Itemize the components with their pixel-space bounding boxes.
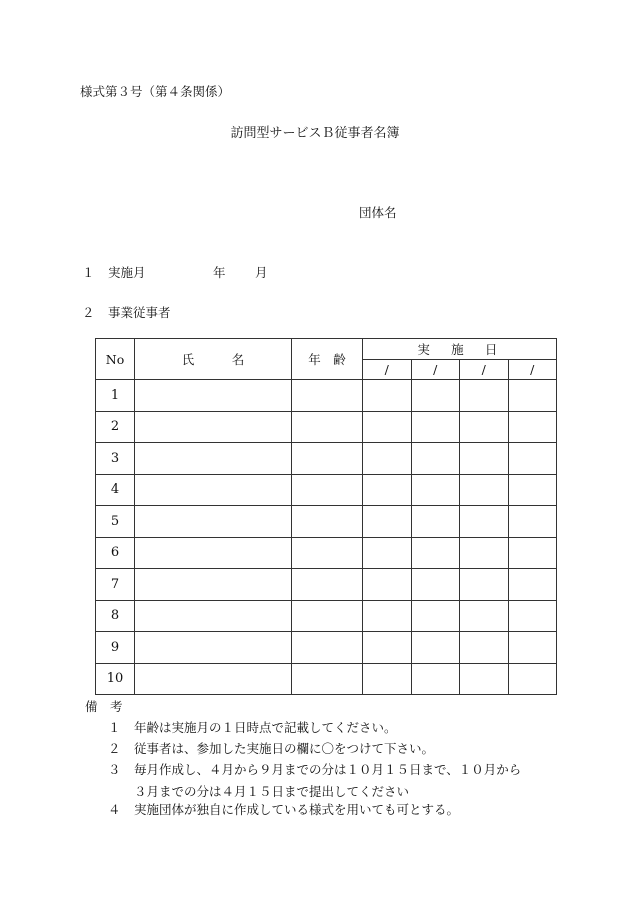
date-cell[interactable] [508,443,557,475]
date-cell[interactable] [363,443,412,475]
section-label: 事業従事者 [108,305,171,320]
note-item [108,739,434,757]
age-cell[interactable] [292,663,363,695]
row-number: 6 [96,537,135,569]
section-staff [82,303,171,321]
age-cell[interactable] [292,380,363,412]
name-cell[interactable] [135,537,292,569]
row-number: 2 [96,411,135,443]
age-cell[interactable] [292,600,363,632]
name-cell[interactable] [135,569,292,601]
section-number: １ [82,265,95,280]
date-cell[interactable] [508,663,557,695]
table-row [96,632,557,664]
date-subheader: / [411,360,460,380]
date-cell[interactable] [411,600,460,632]
section-number: ２ [82,305,95,320]
table-row [96,600,557,632]
table-row [96,569,557,601]
date-subheader: / [460,360,509,380]
age-cell[interactable] [292,506,363,538]
date-cell[interactable] [411,474,460,506]
date-cell[interactable] [460,632,509,664]
date-cell[interactable] [460,506,509,538]
date-cell[interactable] [460,600,509,632]
name-cell[interactable] [135,474,292,506]
table-row [96,474,557,506]
table-row [96,663,557,695]
name-cell[interactable] [135,632,292,664]
date-cell[interactable] [460,443,509,475]
date-subheader: / [508,360,557,380]
name-cell[interactable] [135,600,292,632]
date-cell[interactable] [411,537,460,569]
date-cell[interactable] [411,443,460,475]
name-cell[interactable] [135,663,292,695]
date-cell[interactable] [411,380,460,412]
date-cell[interactable] [363,600,412,632]
table-row [96,411,557,443]
date-cell[interactable] [460,474,509,506]
header-age: 年 齢 [292,339,363,380]
date-cell[interactable] [460,569,509,601]
year-label: 年 [213,265,226,280]
row-number: 10 [96,663,135,695]
row-number: 1 [96,380,135,412]
date-cell[interactable] [460,663,509,695]
note-item [108,800,459,818]
note-text: 毎月作成し、４月から９月までの分は１０月１５日まで、１０月から [134,762,522,777]
name-cell[interactable] [135,411,292,443]
row-number: 4 [96,474,135,506]
remarks-heading: 備 考 [85,699,123,714]
date-cell[interactable] [508,569,557,601]
date-cell[interactable] [460,380,509,412]
date-cell[interactable] [508,380,557,412]
roster-body [96,380,557,695]
age-cell[interactable] [292,569,363,601]
date-cell[interactable] [460,537,509,569]
note-text: 従事者は、参加した実施日の欄に〇をつけて下さい。 [134,741,435,756]
age-cell[interactable] [292,474,363,506]
section-implementation-month [82,263,268,281]
note-number: ２ [108,741,121,756]
date-cell[interactable] [363,411,412,443]
date-cell[interactable] [363,474,412,506]
date-cell[interactable] [508,537,557,569]
section-label: 実施月 [108,265,146,280]
date-cell[interactable] [363,537,412,569]
date-cell[interactable] [363,569,412,601]
row-number: 5 [96,506,135,538]
note-number: １ [108,720,121,735]
header-implementation-date: 実 施 日 [363,339,557,360]
date-subheader: / [363,360,412,380]
row-number: 8 [96,600,135,632]
date-cell[interactable] [411,632,460,664]
row-number: 9 [96,632,135,664]
name-cell[interactable] [135,443,292,475]
date-cell[interactable] [411,663,460,695]
name-cell[interactable] [135,380,292,412]
organization-name-label: 団体名 [359,205,397,220]
date-cell[interactable] [508,474,557,506]
date-cell[interactable] [363,380,412,412]
date-cell[interactable] [411,569,460,601]
date-cell[interactable] [363,663,412,695]
table-row [96,443,557,475]
date-cell[interactable] [411,506,460,538]
note-text: 年齢は実施月の１日時点で記載してください。 [134,720,397,735]
age-cell[interactable] [292,537,363,569]
age-cell[interactable] [292,632,363,664]
date-cell[interactable] [363,632,412,664]
note-item [108,718,397,736]
form-number: 様式第３号（第４条関係） [80,84,231,99]
note-text-continued: ３月までの分は４月１５日まで提出してください [134,784,410,799]
header-name: 氏 名 [135,339,292,380]
date-cell[interactable] [508,411,557,443]
staff-roster-table [95,338,557,695]
row-number: 3 [96,443,135,475]
age-cell[interactable] [292,411,363,443]
note-number: ３ [108,762,121,777]
date-cell[interactable] [460,411,509,443]
date-cell[interactable] [363,506,412,538]
table-row [96,506,557,538]
name-cell[interactable] [135,506,292,538]
month-label: 月 [255,265,268,280]
note-item [108,760,521,800]
document-title: 訪問型サービスＢ従事者名簿 [230,126,400,141]
row-number: 7 [96,569,135,601]
note-number: ４ [108,802,121,817]
age-cell[interactable] [292,443,363,475]
table-row [96,380,557,412]
date-cell[interactable] [508,506,557,538]
table-row [96,537,557,569]
note-text: 実施団体が独自に作成している様式を用いても可とする。 [134,802,460,817]
date-cell[interactable] [411,411,460,443]
date-cell[interactable] [508,600,557,632]
header-no: No [96,339,135,380]
date-cell[interactable] [508,632,557,664]
